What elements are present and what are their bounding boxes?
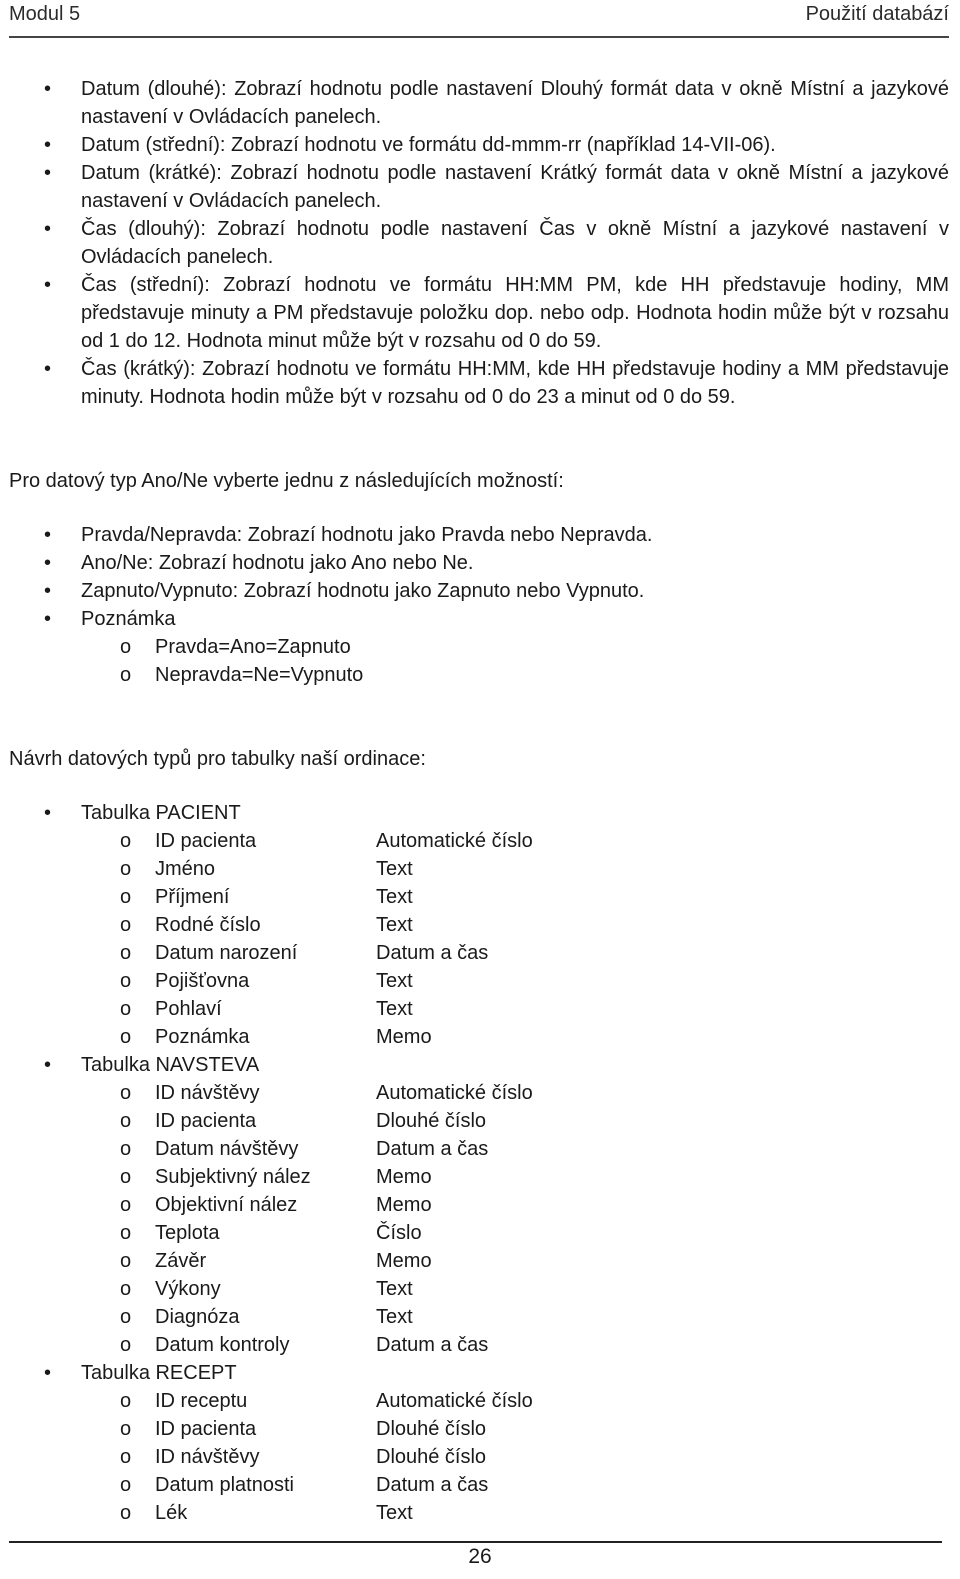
circle-bullet-icon: o [120,830,132,852]
circle-bullet-icon: o [120,1502,132,1524]
field-name: Pojišťovna [155,970,250,992]
field-type: Text [376,1278,413,1300]
field-row [9,1163,949,1191]
field-type: Memo [376,1250,432,1272]
circle-bullet-icon: o [120,1306,132,1328]
field-type: Text [376,998,413,1020]
date-format-list [9,75,949,411]
note-label: Poznámka [81,608,176,630]
field-row [9,827,949,855]
circle-bullet-icon: o [120,1474,132,1496]
field-row [9,1219,949,1247]
sub-list-item: o Pravda=Ano=Zapnuto [9,633,949,661]
field-name: Diagnóza [155,1306,240,1328]
circle-bullet-icon: o [120,1110,132,1132]
circle-bullet-icon: o [120,1250,132,1272]
field-list [81,1387,949,1527]
list-item: • Ano/Ne: Zobrazí hodnotu jako Ano nebo Ne. [9,549,949,577]
footer-divider [9,1541,942,1543]
field-row [9,967,949,995]
circle-bullet-icon: o [120,858,132,880]
field-name: Objektivní nález [155,1194,298,1216]
field-name: Datum platnosti [155,1474,294,1496]
table-name: Tabulka PACIENT [81,802,241,824]
table-item [9,1051,949,1359]
field-name: Pohlaví [155,998,222,1020]
field-name: ID receptu [155,1390,248,1412]
field-row [9,883,949,911]
field-type: Datum a čas [376,1138,489,1160]
list-item: • Pravda/Nepravda: Zobrazí hodnotu jako Pravda nebo Nepravda. [9,521,949,549]
circle-bullet-icon: o [120,886,132,908]
field-name: Datum narození [155,942,298,964]
field-row [9,1247,949,1275]
list-item: • Čas (krátký): Zobrazí hodnotu ve formátu HH:MM, kde HH představuje hodiny a MM představuje minuty. Hodnota hodin může být v rozsahu od 0 do 23 a minut od 0 do 59. [9,355,949,411]
field-type: Text [376,1306,413,1328]
circle-bullet-icon: o [120,1278,132,1300]
circle-bullet-icon: o [120,1222,132,1244]
field-name: Výkony [155,1278,221,1300]
note-item [9,605,949,689]
field-type: Dlouhé číslo [376,1110,487,1132]
circle-bullet-icon: o [120,1446,132,1468]
circle-bullet-icon: o [120,1418,132,1440]
circle-bullet-icon: o [120,1026,132,1048]
field-name: Poznámka [155,1026,250,1048]
field-name: Teplota [155,1222,220,1244]
field-name: Datum kontroly [155,1334,290,1356]
field-type: Dlouhé číslo [376,1418,487,1440]
circle-bullet-icon: o [120,914,132,936]
field-name: Rodné číslo [155,914,261,936]
field-name: ID pacienta [155,1418,257,1440]
field-row [9,1275,949,1303]
field-row [9,1443,949,1471]
field-type: Datum a čas [376,942,489,964]
field-row [9,1303,949,1331]
field-name: Datum návštěvy [155,1138,299,1160]
field-type: Memo [376,1194,432,1216]
field-row [9,1191,949,1219]
field-row [9,855,949,883]
field-type: Text [376,914,413,936]
field-row [9,1415,949,1443]
circle-bullet-icon: o [120,1194,132,1216]
field-row [9,939,949,967]
field-row [9,1107,949,1135]
note-sublist [81,633,949,689]
field-type: Text [376,886,413,908]
field-type: Číslo [376,1222,422,1244]
field-name: ID návštěvy [155,1082,260,1104]
table-name: Tabulka RECEPT [81,1362,237,1384]
circle-bullet-icon: o [120,970,132,992]
field-row [9,911,949,939]
field-name: Lék [155,1502,188,1524]
table-name: Tabulka NAVSTEVA [81,1054,260,1076]
field-type: Text [376,1502,413,1524]
field-name: ID pacienta [155,830,257,852]
field-row [9,1023,949,1051]
field-type: Memo [376,1166,432,1188]
header-title: Použití databází [805,2,949,25]
tables-list [9,799,949,1527]
circle-bullet-icon: o [120,998,132,1020]
field-type: Text [376,970,413,992]
circle-bullet-icon: o [120,1082,132,1104]
circle-bullet-icon: o [120,942,132,964]
list-item: • Datum (krátké): Zobrazí hodnotu podle nastavení Krátký formát data v okně Místní a jazykové nastavení v Ovládacích panelech. [9,159,949,215]
field-type: Automatické číslo [376,1390,533,1412]
field-row [9,1135,949,1163]
yesno-intro: Pro datový typ Ano/Ne vyberte jednu z následujících možností: [9,470,564,492]
circle-bullet-icon: o [120,664,132,686]
field-type: Text [376,858,413,880]
table-item [9,1359,949,1527]
sub-list-item: o Nepravda=Ne=Vypnuto [9,661,949,689]
field-name: ID pacienta [155,1110,257,1132]
field-name: ID návštěvy [155,1446,260,1468]
field-type: Datum a čas [376,1334,489,1356]
list-item: • Čas (dlouhý): Zobrazí hodnotu podle nastavení Čas v okně Místní a jazykové nastavení v Ovládacích panelech. [9,215,949,271]
field-type: Memo [376,1026,432,1048]
circle-bullet-icon: o [120,1166,132,1188]
field-row [9,995,949,1023]
field-row [9,1387,949,1415]
tables-intro: Návrh datových typů pro tabulky naší ordinace: [9,748,426,770]
field-name: Závěr [155,1250,207,1272]
field-row [9,1079,949,1107]
field-type: Automatické číslo [376,1082,533,1104]
field-name: Subjektivný nález [155,1166,311,1188]
field-type: Datum a čas [376,1474,489,1496]
page-number: 26 [468,1545,492,1568]
list-item: • Čas (střední): Zobrazí hodnotu ve formátu HH:MM PM, kde HH představuje hodiny, MM představuje minuty a PM představuje položku dop. nebo odp. Hodnota hodin může být v rozsahu od 1 do 12. Hodnota minut může být v rozsahu od 0 do 59. [9,271,949,355]
field-list [81,827,949,1051]
yesno-list [9,521,949,689]
field-name: Příjmení [155,886,230,908]
field-row [9,1331,949,1359]
field-type: Automatické číslo [376,830,533,852]
table-item [9,799,949,1051]
list-item: • Zapnuto/Vypnuto: Zobrazí hodnotu jako Zapnuto nebo Vypnuto. [9,577,949,605]
field-row [9,1471,949,1499]
header-module: Modul 5 [9,2,81,25]
field-name: Jméno [155,858,216,880]
circle-bullet-icon: o [120,1138,132,1160]
page-header [9,0,949,28]
circle-bullet-icon: o [120,1334,132,1356]
field-row [9,1499,949,1527]
circle-bullet-icon: o [120,636,132,658]
list-item: • Datum (dlouhé): Zobrazí hodnotu podle nastavení Dlouhý formát data v okně Místní a jazykové nastavení v Ovládacích panelech. [9,75,949,131]
circle-bullet-icon: o [120,1390,132,1412]
list-item: • Datum (střední): Zobrazí hodnotu ve formátu dd-mmm-rr (například 14-VII-06). [9,131,949,159]
field-list [81,1079,949,1359]
header-divider [9,36,949,38]
field-type: Dlouhé číslo [376,1446,487,1468]
